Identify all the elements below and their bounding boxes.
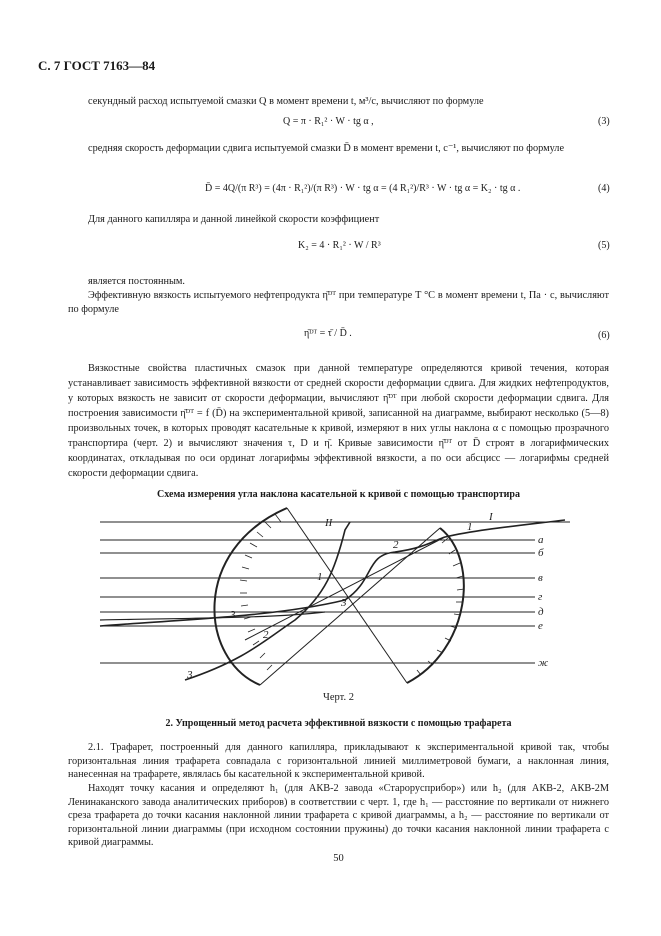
equation-3-number: (3) bbox=[598, 116, 610, 127]
paragraph-4: является постоянным. bbox=[88, 276, 185, 287]
paragraph-2: средняя скорость деформации сдвига испытуемой смазки D̄ в момент времени t, с⁻¹, вычисляют по формуле bbox=[88, 143, 565, 154]
label-g: г bbox=[538, 591, 543, 603]
label-b: б bbox=[538, 547, 544, 559]
label-v: в bbox=[538, 572, 543, 584]
equation-4-number: (4) bbox=[598, 183, 610, 194]
label-I: I bbox=[489, 511, 493, 523]
page-header: С. 7 ГОСТ 7163—84 bbox=[38, 58, 156, 73]
label-3c: 3 bbox=[187, 669, 193, 681]
paragraph-3: Для данного капилляра и данной линейкой скорости коэффициент bbox=[88, 214, 380, 225]
section-title: 2. Упрощенный метод расчета эффективной вязкости с помощью трафарета bbox=[165, 718, 512, 729]
protractor-right bbox=[407, 528, 464, 683]
label-a: а bbox=[538, 534, 544, 546]
label-zh: ж bbox=[538, 657, 549, 669]
label-d: д bbox=[538, 606, 544, 618]
experimental-curve-1 bbox=[100, 520, 565, 626]
paragraph-5: Эффективную вязкость испытуемого нефтепродукта η̄ᴰᵀ при температуре T °C в момент времени t, Па · с, вычисляют по формуле bbox=[68, 290, 609, 316]
figure-title: Схема измерения угла наклона касательной к кривой с помощью транспортира bbox=[157, 489, 520, 500]
experimental-curve-2 bbox=[185, 522, 350, 680]
paragraph-7: 2.1. Трафарет, построенный для данного капилляра, прикладывают к экспериментальной кривой так, чтобы горизонтальная линия трафарета совпадала с горизонтальной линией миллиметровой бумаги, а наклонная линия, нанесенная на трафарете, являлась бы касательной к экспериментальной кривой. bbox=[68, 742, 609, 781]
equation-3: Q = π · R₁² · W · tg α , bbox=[283, 116, 374, 127]
equation-6: η̄ᴰᵀ = τ̄ / D̄ . bbox=[304, 328, 352, 339]
equation-5-number: (5) bbox=[598, 240, 610, 251]
diameter-line-1 bbox=[287, 508, 407, 683]
page-number: 50 bbox=[333, 853, 344, 864]
label-2a: 2 bbox=[393, 539, 399, 551]
label-3a: 3 bbox=[341, 597, 347, 609]
label-II: II bbox=[325, 517, 333, 529]
label-1b: 1 bbox=[317, 571, 323, 583]
label-e: е bbox=[538, 620, 543, 632]
label-3b: 3 bbox=[230, 609, 236, 621]
diameter-line-2 bbox=[260, 528, 440, 685]
figure-caption: Черт. 2 bbox=[323, 692, 354, 703]
equation-5: K₂ = 4 · R₁² · W / R³ bbox=[298, 240, 381, 251]
paragraph-6: Вязкостные свойства пластичных смазок при данной температуре определяются кривой течения, которая устанавливает зависимость эффективной вязкости от средней скорости деформации сдвига. Для жидких нефтепродуктов, у которых вязкость не зависит от скорости деформации, вычисляют η̄ᴰᵀ при любой скорости деформации сдвига. Для построения зависимости η̄ᴰᵀ = f (D̄) на экспериментальной кривой, записанной на диаграмме, выбирают несколько (5—8) произвольных точек, в которых проводят касательные к кривой, измеряют в них углы наклона α с помощью прозрачного транспортира (черт. 2) и вычисляют значения τ, D и η̄. Кривые зависимости η̄ᴰᵀ от D̄ строят в логарифмических координатах, откладывая по оси ординат логарифмы эффективной вязкости, а по оси абсцисс — логарифмы средней скорости деформации сдвига. bbox=[68, 363, 609, 479]
paragraph-1: секундный расход испытуемой смазки Q в момент времени t, м³/с, вычисляют по формуле bbox=[88, 96, 484, 107]
paragraph-8: Находят точку касания и определяют h₁ (для АКВ-2 завода «Старорусприбор») или h₂ (для АКВ-2, АКВ-2М Ленинаканского завода аналитических приборов) в соответствии с черт. 1, где h₁ — расстояние по вертикали от нижнего среза трафарета до точки касания наклонной линии трафарета с кривой диаграммы, а h₂ — расстояние по вертикали от горизонтальной линии диаграммы (при исходном состоянии пружины) до точки касания наклонной линии трафарета с кривой диаграммы. bbox=[68, 783, 609, 849]
label-2b: 2 bbox=[263, 629, 269, 641]
equation-4: D̄ = 4Q/(π R³) = (4π · R₁²)/(π R³) · W · tg α = (4 R₁²)/R³ · W · tg α = K₂ · tg α . bbox=[205, 183, 521, 194]
label-1a: 1 bbox=[467, 521, 473, 533]
equation-6-number: (6) bbox=[598, 330, 610, 341]
tangent-line bbox=[245, 537, 445, 640]
figure-protractor-diagram bbox=[95, 500, 585, 690]
